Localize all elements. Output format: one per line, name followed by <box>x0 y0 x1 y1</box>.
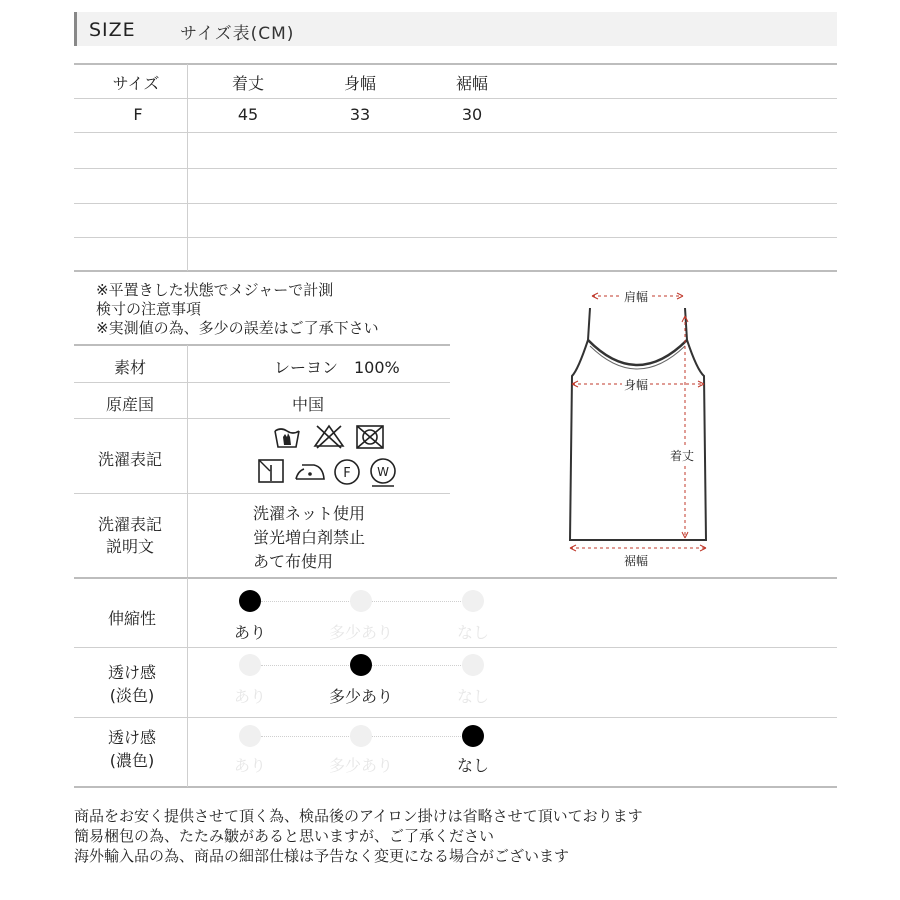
footer-note: 海外輸入品の為、商品の細部仕様は予告なく変更になる場合がございます <box>74 847 570 865</box>
diagram-length-label: 着丈 <box>670 449 695 463</box>
footer-note: 商品をお安く提供させて頂く為、検品後のアイロン掛けは省略させて頂いております <box>74 807 643 825</box>
origin-value: 中国 <box>292 395 325 414</box>
care-desc-label-line2: 説明文 <box>105 537 154 556</box>
rating-dot <box>350 725 372 747</box>
wet-clean-w-icon <box>368 457 398 489</box>
svg-text:W: W <box>377 465 389 479</box>
rating-dot-selected <box>350 654 372 676</box>
note-line: ※実測値の為、多少の誤差はご了承下さい <box>96 319 379 337</box>
rating-option: なし <box>456 687 489 706</box>
no-bleach-icon <box>312 423 346 449</box>
rating-option: 多少あり <box>328 687 393 706</box>
care-desc-line: あて布使用 <box>253 552 334 571</box>
care-desc-line: 蛍光増白剤禁止 <box>253 528 366 547</box>
sheer-dark-label-line1: 透け感 <box>107 728 156 747</box>
iron-low-icon <box>292 457 328 485</box>
header-hem: 裾幅 <box>455 74 488 93</box>
rating-option: なし <box>456 756 489 775</box>
origin-label: 原産国 <box>105 395 154 414</box>
rating-option: あり <box>233 756 266 775</box>
row-length-value: 45 <box>237 105 259 124</box>
material-value: レーヨン 100% <box>274 358 400 377</box>
care-desc-label-line1: 洗濯表記 <box>97 515 162 534</box>
rating-dot <box>239 654 261 676</box>
note-line: ※平置きした状態でメジャーで計測 <box>96 281 334 299</box>
rating-option: 多少あり <box>328 623 393 642</box>
sheer-dark-label <box>90 726 174 772</box>
care-symbols-label: 洗濯表記 <box>97 450 162 469</box>
diagram-chest-label: 身幅 <box>624 378 649 392</box>
rating-dot <box>239 725 261 747</box>
size-title: SIZE <box>89 19 136 41</box>
header-size: サイズ <box>112 74 160 93</box>
material-label: 素材 <box>113 358 146 377</box>
rating-option: なし <box>456 623 489 642</box>
care-desc-line: 洗濯ネット使用 <box>253 504 366 523</box>
row-size-value: F <box>133 105 143 124</box>
rating-dot-selected <box>462 725 484 747</box>
rating-dot <box>462 654 484 676</box>
svg-text:F: F <box>343 466 351 481</box>
line-dry-shade-icon <box>256 457 286 485</box>
header-length: 着丈 <box>231 74 264 93</box>
row-hem-value: 30 <box>461 105 483 124</box>
footer-note: 簡易梱包の為、たたみ皺があると思いますが、ご了承ください <box>74 827 495 845</box>
note-line: 検寸の注意事項 <box>96 300 202 318</box>
rating-option: あり <box>233 623 266 642</box>
size-subtitle: サイズ表(CM) <box>180 24 295 44</box>
rating-dot <box>350 590 372 612</box>
rating-option: あり <box>233 687 266 706</box>
sheer-light-label <box>90 661 174 707</box>
sheer-light-label-line2: (淡色) <box>109 686 155 705</box>
header-chest: 身幅 <box>343 74 376 93</box>
no-tumble-dry-icon <box>354 423 386 451</box>
wash-hand-icon <box>272 423 302 451</box>
rating-dot <box>462 590 484 612</box>
sheer-light-label-line1: 透け感 <box>107 663 156 682</box>
rating-dot-selected <box>239 590 261 612</box>
stretch-label: 伸縮性 <box>107 609 156 628</box>
diagram-hem-label: 裾幅 <box>624 554 649 568</box>
care-desc-label <box>84 514 176 558</box>
sheer-dark-label-line2: (濃色) <box>109 751 155 770</box>
row-chest-value: 33 <box>349 105 371 124</box>
dry-clean-f-icon <box>332 457 362 487</box>
diagram-shoulder-label: 肩幅 <box>624 290 649 304</box>
rating-option: 多少あり <box>328 756 393 775</box>
camisole-outline <box>560 280 720 570</box>
